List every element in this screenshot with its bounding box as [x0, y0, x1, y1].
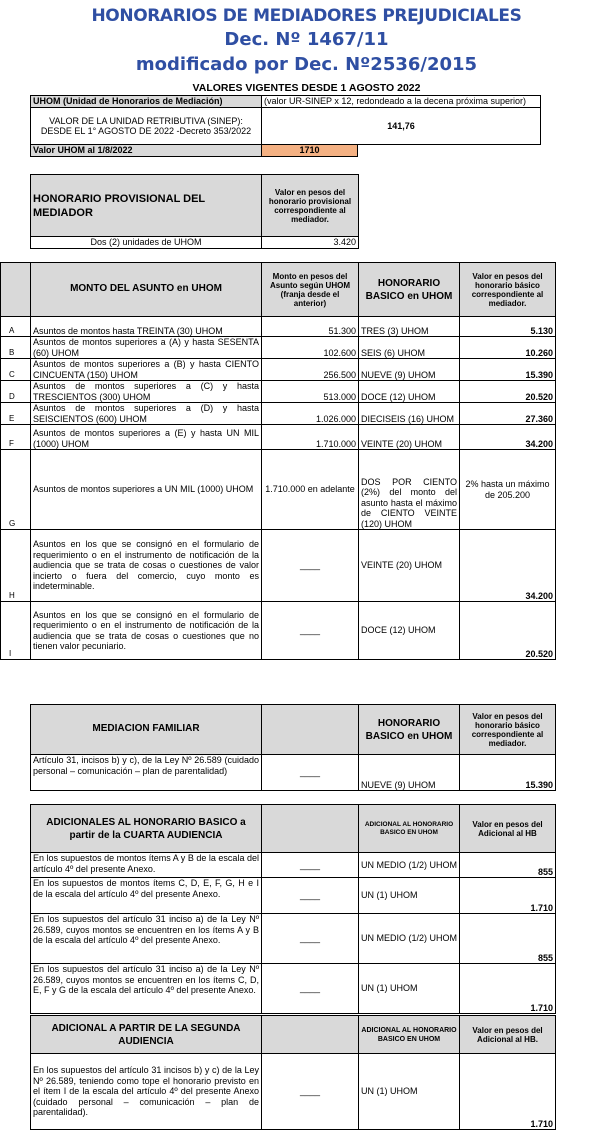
monto-header-basico: HONORARIO BASICO en UHOM — [359, 263, 460, 317]
monto-row-letter: E — [1, 403, 31, 425]
monto-row-basico: DOCE (12) UHOM — [359, 381, 460, 403]
monto-row-letter: G — [1, 450, 31, 530]
familiar-row-pesos: ____ — [262, 755, 359, 791]
adicionales-row-valor: 855 — [460, 914, 556, 964]
uhom-table — [30, 95, 541, 157]
monto-row-letter: C — [1, 359, 31, 381]
provisional-row-value: 3.420 — [262, 237, 359, 249]
adicionales-row-pesos: ____ — [262, 964, 359, 1014]
monto-row — [1, 359, 556, 381]
monto-row-basico: NUEVE (9) UHOM — [359, 359, 460, 381]
monto-row-letter: D — [1, 381, 31, 403]
monto-row-valor: 20.520 — [460, 381, 556, 403]
title-line3: modificado por Dec. Nº2536/2015 — [135, 54, 478, 75]
monto-row-pesos: 102.600 — [262, 337, 359, 359]
monto-row-letter: H — [1, 530, 31, 602]
monto-row-desc: Asuntos de montos superiores a (A) y hasta SESENTA (60) UHOM — [31, 337, 262, 359]
title-block — [0, 6, 613, 75]
segunda-row-valor: 1.710 — [460, 1054, 556, 1130]
monto-row-basico: TRES (3) UHOM — [359, 317, 460, 337]
adicionales-row — [31, 853, 556, 878]
monto-row-pesos: 1.710.000 — [262, 425, 359, 450]
adicionales-row-desc: En los supuestos de montos ítems C, D, E, F, G, H e I de la escala del artículo 4º del presente Anexo. — [31, 878, 262, 914]
adicionales-row-pesos: ____ — [262, 878, 359, 914]
monto-row-valor: 15.390 — [460, 359, 556, 381]
adicionales-row — [31, 914, 556, 964]
adicionales-title: ADICIONALES AL HONORARIO BASICO a partir de la CUARTA AUDIENCIA — [31, 805, 262, 853]
segunda-table — [30, 1015, 556, 1130]
monto-row-pesos: 256.500 — [262, 359, 359, 381]
monto-row-desc: Asuntos de montos superiores a (B) y hasta CIENTO CINCUENTA (150) UHOM — [31, 359, 262, 381]
monto-row-basico: DIECISEIS (16) UHOM — [359, 403, 460, 425]
monto-row-desc: Asuntos en los que se consignó en el formulario de requerimiento o en el instrumento de notificación de la audiencia que se trata de cosas o cuestiones de valor incierto o fuera del comercio, cuyo monto es indeterminable. — [31, 530, 262, 602]
adicionales-row-valor: 1.710 — [460, 878, 556, 914]
adicionales-row-pesos: ____ — [262, 914, 359, 964]
adicionales-row-pesos: ____ — [262, 853, 359, 878]
monto-row — [1, 381, 556, 403]
monto-row-pesos: ____ — [262, 602, 359, 660]
monto-row-desc: Asuntos de montos hasta TREINTA (30) UHOM — [31, 317, 262, 337]
segunda-basico-header: ADICIONAL AL HONORARIO BASICO EN UHOM — [359, 1016, 460, 1054]
adicionales-row-desc: En los supuestos del artículo 31 inciso a) de la Ley Nº 26.589, cuyos montos se encuentren en los ítems A y B de la escala del artículo 4º del presente Anexo. — [31, 914, 262, 964]
monto-row-basico: SEIS (6) UHOM — [359, 337, 460, 359]
monto-row-valor: 5.130 — [460, 317, 556, 337]
monto-row-letter: B — [1, 337, 31, 359]
monto-row-basico: VEINTE (20) UHOM — [359, 425, 460, 450]
monto-row-basico: DOCE (12) UHOM — [359, 602, 460, 660]
monto-row-desc: Asuntos de montos superiores a (E) y hasta UN MIL (1000) UHOM — [31, 425, 262, 450]
monto-row-valor: 20.520 — [460, 602, 556, 660]
segunda-valor-header: Valor en pesos del Adicional al HB. — [460, 1016, 556, 1054]
monto-row-basico: VEINTE (20) UHOM — [359, 530, 460, 602]
monto-row-desc: Asuntos de montos superiores a (D) y hasta SEISCIENTOS (600) UHOM — [31, 403, 262, 425]
valor-uhom-value: 1710 — [262, 145, 358, 157]
familiar-table — [30, 704, 556, 791]
monto-row-letter: I — [1, 602, 31, 660]
valor-uhom-label: Valor UHOM al 1/8/2022 — [31, 145, 262, 157]
monto-row — [1, 317, 556, 337]
monto-row-desc: Asuntos de montos superiores a (C) y hasta TRESCIENTOS (300) UHOM — [31, 381, 262, 403]
monto-row-desc: Asuntos en los que se consignó en el formulario de requerimiento o en el instrumento de notificación de la audiencia que se trata de cosas o cuestiones que no tienen valor pecuniario. — [31, 602, 262, 660]
adicionales-row-basico: UN (1) UHOM — [359, 878, 460, 914]
adicionales-row — [31, 878, 556, 914]
title-line2: Dec. Nº 1467/11 — [224, 29, 389, 50]
monto-header-asunto: MONTO DEL ASUNTO en UHOM — [31, 263, 262, 317]
provisional-row-label: Dos (2) unidades de UHOM — [31, 237, 262, 249]
provisional-title: HONORARIO PROVISIONAL DEL MEDIADOR — [31, 175, 262, 237]
adicionales-row-valor: 855 — [460, 853, 556, 878]
monto-header-valor: Valor en pesos del honorario básico correspondiente al mediador. — [460, 263, 556, 317]
vigentes-label: VALORES VIGENTES DESDE 1 AGOSTO 2022 — [192, 82, 421, 94]
monto-row-pesos: 51.300 — [262, 317, 359, 337]
monto-row-basico: DOS POR CIENTO (2%) del monto del asunto hasta el máximo de CIENTO VEINTE (120) UHOM — [359, 450, 460, 530]
monto-row — [1, 602, 556, 660]
monto-row-letter: F — [1, 425, 31, 450]
monto-row — [1, 425, 556, 450]
title-line1: HONORARIOS DE MEDIADORES PREJUDICIALES — [91, 6, 522, 26]
familiar-row-valor: 15.390 — [460, 755, 556, 791]
monto-row-letter: A — [1, 317, 31, 337]
monto-row — [1, 403, 556, 425]
familiar-valor-header: Valor en pesos del honorario básico correspondiente al mediador. — [460, 705, 556, 755]
sinep-value: 141,76 — [262, 108, 541, 145]
monto-row-pesos: 513.000 — [262, 381, 359, 403]
provisional-col-header: Valor en pesos del honorario provisional correspondiente al mediador. — [262, 175, 359, 237]
provisional-table — [30, 174, 359, 249]
familiar-row-basico: NUEVE (9) UHOM — [359, 755, 460, 791]
segunda-row-basico: UN (1) UHOM — [359, 1054, 460, 1130]
adicionales-table — [30, 804, 556, 1014]
adicionales-basico-header: ADICIONAL AL HONORARIO BASICO EN UHOM — [359, 805, 460, 853]
segunda-title: ADICIONAL A PARTIR DE LA SEGUNDA AUDIENCIA — [31, 1016, 262, 1054]
monto-header-pesos: Monto en pesos del Asunto según UHOM (franja desde el anterior) — [262, 263, 359, 317]
segunda-row-desc: En los supuestos del artículo 31 incisos b) y c) de la Ley Nº 26.589, teniendo como tope el honorario previsto en el ítem I de la escala del artículo 4º del presente Anexo (cuidado personal – comunicación – plan de parentalidad). — [31, 1054, 262, 1130]
monto-row-valor: 34.200 — [460, 530, 556, 602]
monto-row-valor: 2% hasta un máximo de 205.200 — [460, 450, 556, 530]
adicionales-valor-header: Valor en pesos del Adicional al HB — [460, 805, 556, 853]
monto-row — [1, 450, 556, 530]
uhom-label: UHOM (Unidad de Honorarios de Mediación) — [31, 96, 262, 108]
adicionales-row-desc: En los supuestos de montos ítems A y B de la escala del artículo 4º del presente Anexo. — [31, 853, 262, 878]
monto-row-pesos: 1.026.000 — [262, 403, 359, 425]
monto-row-valor: 10.260 — [460, 337, 556, 359]
familiar-row-desc: Artículo 31, incisos b) y c), de la Ley Nº 26.589 (cuidado personal – comunicación – plan de parentalidad) — [31, 755, 262, 791]
monto-row-desc: Asuntos de montos superiores a UN MIL (1000) UHOM — [31, 450, 262, 530]
adicionales-row-basico: UN MEDIO (1/2) UHOM — [359, 914, 460, 964]
segunda-row-pesos: ____ — [262, 1054, 359, 1130]
sinep-label: VALOR DE LA UNIDAD RETRIBUTIVA (SINEP): DESDE EL 1° AGOSTO DE 2022 -Decreto 353/2022 — [31, 108, 262, 145]
monto-row — [1, 530, 556, 602]
monto-row-pesos: ____ — [262, 530, 359, 602]
adicionales-row-basico: UN (1) UHOM — [359, 964, 460, 1014]
adicionales-row-valor: 1.710 — [460, 964, 556, 1014]
adicionales-row-basico: UN MEDIO (1/2) UHOM — [359, 853, 460, 878]
adicionales-row — [31, 964, 556, 1014]
monto-table — [0, 262, 556, 660]
monto-row-pesos: 1.710.000 en adelante — [262, 450, 359, 530]
monto-row-valor: 34.200 — [460, 425, 556, 450]
adicionales-row-desc: En los supuestos del artículo 31 inciso a) de la Ley Nº 26.589, cuyos montos se encuentren en los ítems C, D, E, F y G de la escala del artículo 4º del presente Anexo. — [31, 964, 262, 1014]
monto-row-valor: 27.360 — [460, 403, 556, 425]
familiar-title: MEDIACION FAMILIAR — [31, 705, 262, 755]
uhom-note: (valor UR-SINEP x 12, redondeado a la decena próxima superior) — [262, 96, 541, 108]
familiar-basico-header: HONORARIO BASICO en UHOM — [359, 705, 460, 755]
monto-row — [1, 337, 556, 359]
